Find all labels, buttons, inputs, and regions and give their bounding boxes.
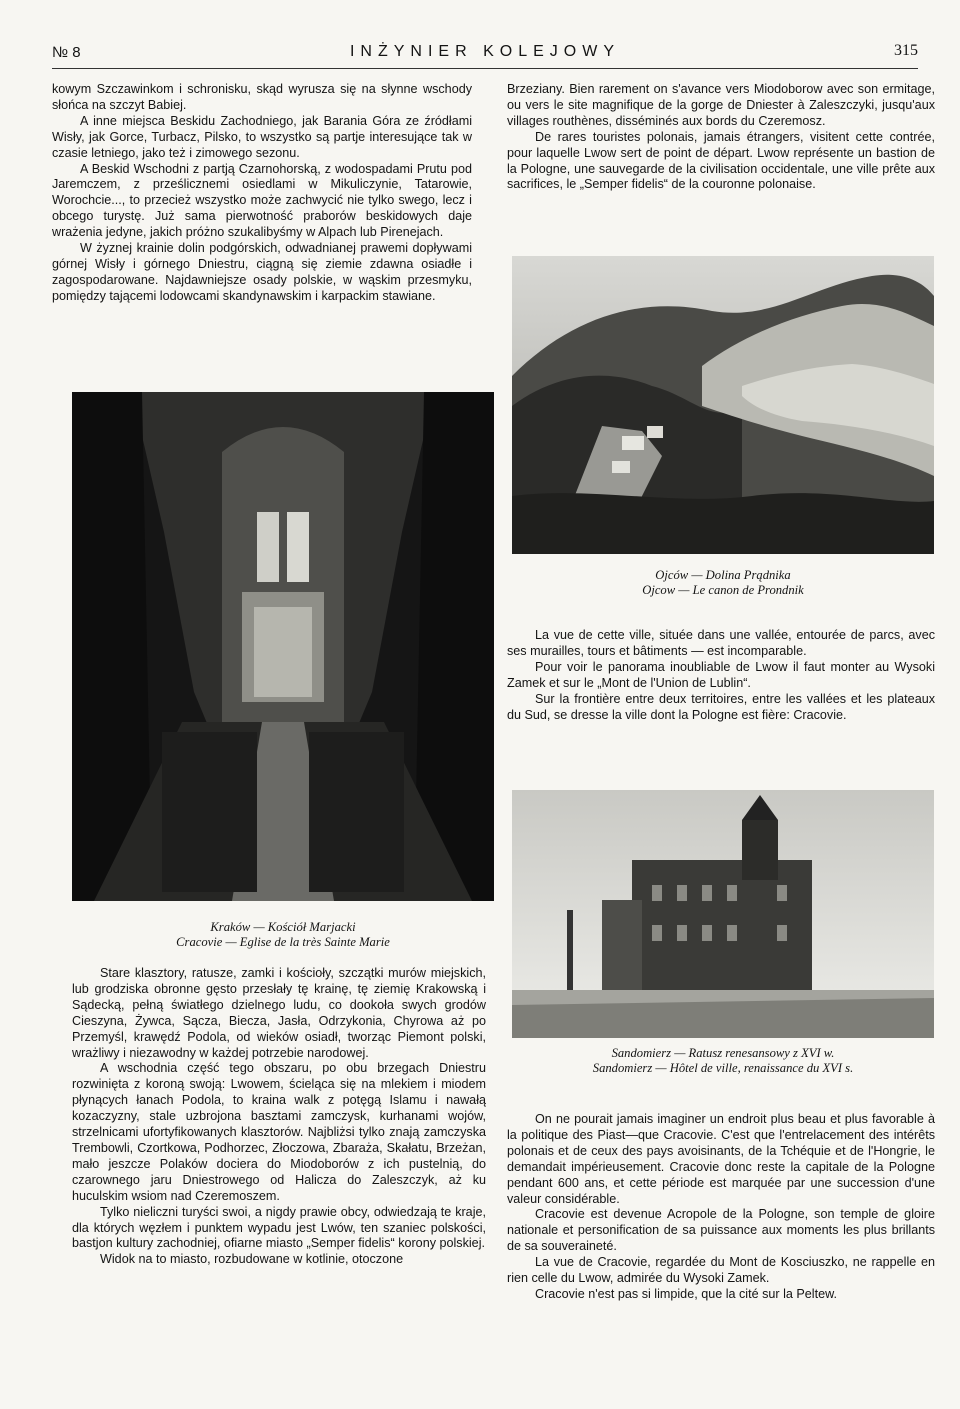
caption-ojcow bbox=[512, 568, 934, 598]
photo-ojcow-valley bbox=[512, 256, 934, 554]
paragraph: Sur la frontière entre deux territoires, entre les vallées et les plateaux du Sud, se dresse la ville dont la Pologne est fière: Cracovie. bbox=[507, 691, 935, 722]
left-column-top-text bbox=[52, 82, 472, 305]
paragraph: W żyznej krainie dolin podgórskich, odwadnianej prawemi dopływami górnej Wisły i górnego Dniestru, ciągną się ziemie zdawna osiadłe i zagospodarowane. Najdawniejsze osady polskie, w wąskim przesmyku, pomiędzy tającemi lodowcami skandynawskim i karpackim stawiane. bbox=[52, 241, 472, 303]
journal-title: INŻYNIER KOLEJOWY bbox=[349, 43, 621, 60]
paragraph: Brzeziany. Bien rarement on s'avance vers Miodoborow avec son ermitage, ou vers le site magnifique de la gorge de Dniester à Zaleszczyki, jusqu'aux villages routhènes, disséminés aux bords du Czeremosz. bbox=[507, 82, 935, 128]
paragraph: On ne pourait jamais imaginer un endroit plus beau et plus favorable à la politique des Piast—que Cracovie. C'est que l'entrelacement des intérêts polonais et de ceux des pays avoisinants, de la Tchéquie et de l'Hongrie, le demandait impérieusement. Cracovie donc reste la capitale de la Pologne pendant 600 ans, et cette période est marquée par une succession d'une valeur considérable. bbox=[507, 1112, 935, 1206]
left-column-bottom-text bbox=[72, 966, 486, 1268]
caption-krakow-polish: Kraków — Kościół Marjacki bbox=[210, 920, 356, 934]
right-column-middle-text bbox=[507, 628, 935, 723]
paragraph: A Beskid Wschodni z partją Czarnohorską, z wodospadami Prutu pod Jaremczem, z prześlicznemi osiedlami w Mikuliczynie, Tatarowie, Worochcie..., to przecież wszystko może zachwycić nie tylko swego, lecz i obcego turystę. Już sama pierwotność praborów beskidowych daje wrażenia jedyne, jakich próżno szukalibyśmy w Alpach lub Pirenejach. bbox=[52, 161, 472, 240]
paragraph: kowym Szczawinkom i schronisku, skąd wyrusza się na słynne wschody słońca na szczyt Babiej. bbox=[52, 82, 472, 112]
paragraph: La vue de cette ville, située dans une vallée, entourée de parcs, avec ses murailles, tours et bâtiments — est incomparable. bbox=[507, 628, 935, 658]
paragraph: La vue de Cracovie, regardée du Mont de Kosciuszko, ne rappelle en rien celle du Lwow, admirée du Wysoki Zamek. bbox=[507, 1255, 935, 1286]
paragraph: Stare klasztory, ratusze, zamki i kościoły, szczątki murów miejskich, lub grodziska obronne gęsto przesłały tę krainę, tę ziemię Krakowską i Sądecką, pełną światłego dzielnego ludu, co dookoła swych grodów Cieszyna, Żywca, Sącza, Biecza, Jasła, Odrzykonia, Chyrowa aż po Przemyśl, krawędź Podola, od wieków osiadł, tworząc Piemont polski, wrażliwy i niezawodny w każdej potrzebie narodowej. bbox=[72, 966, 486, 1060]
ojcow-landscape-image bbox=[512, 256, 934, 554]
photo-sandomierz-town-hall bbox=[512, 790, 934, 1038]
caption-ojcow-french: Ojcow — Le canon de Prondnik bbox=[642, 583, 804, 597]
paragraph: A inne miejsca Beskidu Zachodniego, jak Barania Góra ze źródłami Wisły, jak Gorce, Turbacz, Pilsko, to wszystko są partje interesujące tak w czasie letniego, jako też i zimowego sezonu. bbox=[52, 113, 472, 160]
right-column-bottom-text bbox=[507, 1112, 935, 1303]
caption-ojcow-polish: Ojców — Dolina Prądnika bbox=[655, 568, 791, 582]
page-number: 315 bbox=[894, 42, 918, 59]
paragraph: A wschodnia część tego obszaru, po obu brzegach Dniestru rozwinięta z koroną swoją: Lwowem, ścieląca się na mlekiem i miodem płynących łanach Podola, to kraina walk z potęgą Islamu i nawałą kozaczyzny, stale uzbrojona basztami zamczysk, kurhanami wojów, strzelnicami ufortyfikowanych klasztorów. Najbliżsi tylko znają zamczyska Trembowli, Czortkowa, Podhorzec, Złoczowa, Zbaraża, Skałatu, Brzeżan, mało jeszcze Polaków dociera do Miodoborów z ich pustelnią, do czarownego jaru Dniestrowego od Halicza do Zaleszczyk, aż ku huculskim wsiom nad Czeremoszem. bbox=[72, 1061, 486, 1203]
paragraph: Pour voir le panorama inoubliable de Lwow il faut monter au Wysoki Zamek et sur le „Mont de l'Union de Lublin“. bbox=[507, 659, 935, 690]
paragraph: De rares touristes polonais, jamais étrangers, visitent cette contrée, pour laquelle Lwow sert de point de départ. Lwow représente un bastion de la Pologne, une sauvegarde de la civilisation occidentale, une ville prête aux sacrifices, le „Semper fidelis“ de la couronne polonaise. bbox=[507, 129, 935, 192]
caption-krakow-french: Cracovie — Eglise de la très Sainte Marie bbox=[176, 935, 390, 949]
page-header bbox=[52, 40, 918, 69]
right-column-top-text bbox=[507, 82, 935, 193]
church-interior-image bbox=[72, 392, 494, 901]
town-hall-image bbox=[512, 790, 934, 1038]
photo-krakow-church-interior bbox=[72, 392, 494, 901]
caption-sandomierz-polish: Sandomierz — Ratusz renesansowy z XVI w. bbox=[611, 1046, 835, 1060]
caption-sandomierz bbox=[512, 1046, 934, 1076]
paragraph: Cracovie n'est pas si limpide, que la cité sur la Peltew. bbox=[535, 1286, 837, 1301]
paragraph: Cracovie est devenue Acropole de la Pologne, son temple de gloire nationale et personification de sa puissance aux moments les plus brillants de sa souveraineté. bbox=[507, 1207, 935, 1254]
paragraph: Widok na to miasto, rozbudowane w kotlinie, otoczone bbox=[100, 1252, 404, 1267]
caption-krakow bbox=[72, 920, 494, 950]
paragraph: Tylko nieliczni turyści swoi, a nigdy prawie obcy, odwiedzają te kraje, dla których węzłem i punktem wypadu jest Lwów, ten szaniec polskości, bastjon kultury zachodniej, ofiarne miasto „Semper fidelis“ korony polskiej. bbox=[72, 1204, 486, 1251]
issue-number: № 8 bbox=[52, 44, 81, 61]
caption-sandomierz-french: Sandomierz — Hôtel de ville, renaissance du XVI s. bbox=[592, 1061, 854, 1075]
